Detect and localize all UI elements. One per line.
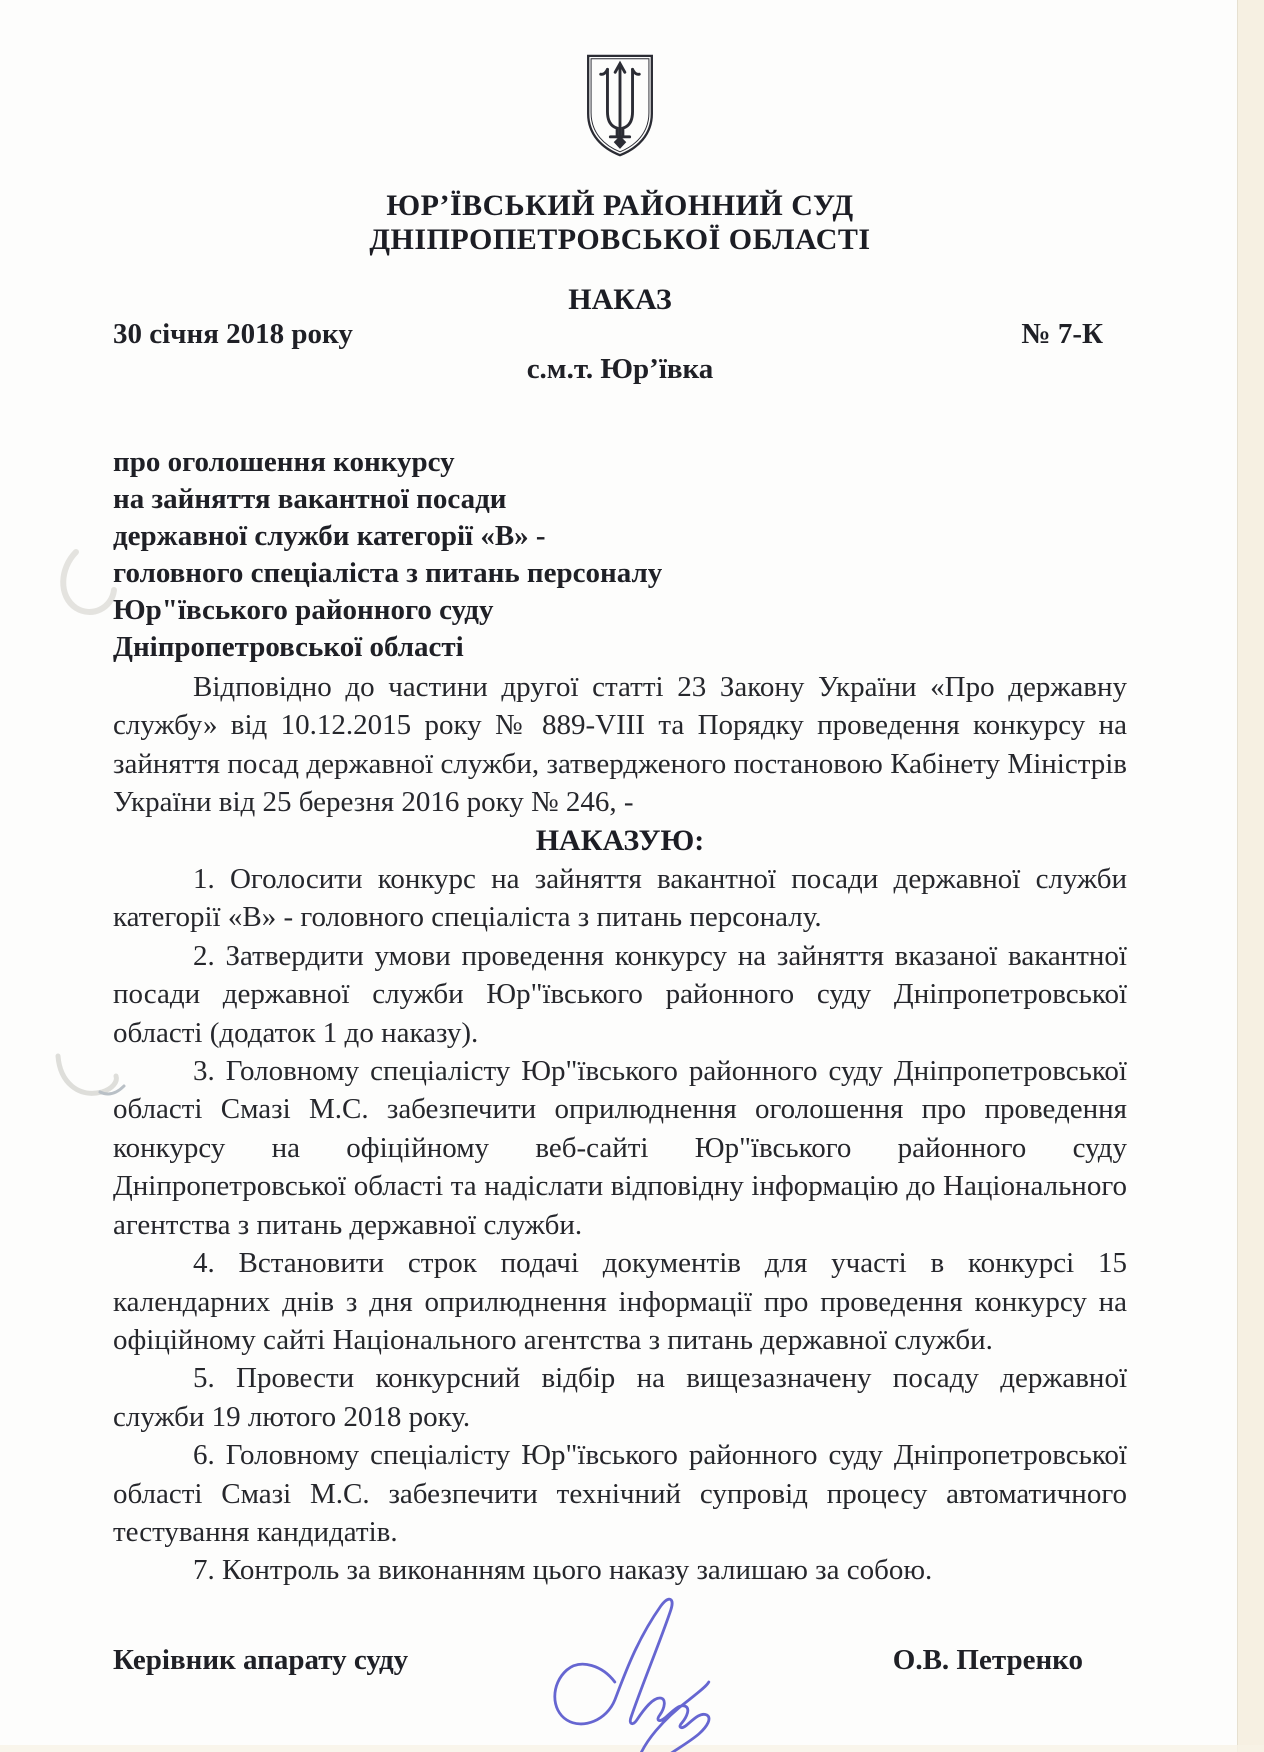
handwritten-signature: [519, 1596, 739, 1752]
order-item-5: 5. Провести конкурсний відбір на вищезазначену посаду державної служби 19 лютого 2018 року.: [113, 1362, 1127, 1433]
subject-line: державної служби категорії «В» -: [113, 520, 546, 552]
order-item-2: 2. Затвердити умови проведення конкурсу на зайняття вказаної вакантної посади державної служби Юр"ївського районного суду Дніпропетровської області (додаток 1 до наказу).: [113, 939, 1127, 1049]
document-place: с.м.т. Юр’ївка: [526, 353, 714, 385]
preamble-paragraph: Відповідно до частини другої статті 23 Закону України «Про державну службу» від 10.12.2015 року № 889-VIII та Порядку проведення конкурсу на зайняття посад державної служби, затвердженого постановою Кабінету Міністрів України від 25 березня 2016 року № 246, -: [113, 671, 1127, 819]
subject-block: [113, 444, 1127, 666]
ukraine-trident-emblem-icon: [581, 52, 659, 160]
emblem-container: [113, 52, 1127, 165]
subject-line: Дніпропетровської області: [113, 631, 464, 663]
order-word: НАКАЗУЮ:: [535, 823, 705, 857]
document-type-title: НАКАЗ: [568, 283, 672, 316]
subject-line: Юр"ївського районного суду: [113, 594, 494, 626]
court-name-line1: ЮР’ЇВСЬКИЙ РАЙОННИЙ СУД: [386, 189, 854, 222]
court-name: [113, 189, 1127, 257]
signer-name: О.В. Петренко: [892, 1643, 1083, 1676]
subject-line: головного спеціаліста з питань персоналу: [113, 557, 663, 589]
date-number-row: [113, 318, 1127, 351]
subject-line: про оголошення конкурсу: [113, 446, 455, 478]
document-content: [113, 0, 1127, 1678]
court-name-line2: ДНІПРОПЕТРОВСЬКОЇ ОБЛАСТІ: [369, 223, 871, 256]
order-item-7: 7. Контроль за виконанням цього наказу залишаю за собою.: [193, 1554, 933, 1587]
scan-edge-artifact: [1237, 0, 1264, 1752]
subject-line: на зайняття вакантної посади: [113, 483, 507, 515]
signature-row: [113, 1642, 1127, 1678]
order-item-3: 3. Головному спеціалісту Юр"ївського районного суду Дніпропетровської області Смазі М.С. забезпечити оприлюднення оголошення про проведення конкурсу на офіційному веб-сайті Юр"ївського районного суду Дніпропетровської області та надіслати відповідну інформацію до Національного агентства з питань державної служби.: [113, 1055, 1127, 1241]
signer-position: Керівник апарату суду: [113, 1643, 409, 1676]
order-item-4: 4. Встановити строк подачі документів для участі в конкурсі 15 календарних днів з дня оприлюднення інформації про проведення конкурсу на офіційному сайті Національного агентства з питань державної служби.: [113, 1247, 1127, 1356]
document-number: № 7-К: [1021, 318, 1103, 350]
order-item-1: 1. Оголосити конкурс на зайняття вакантної посади державної служби категорії «В» - головного спеціаліста з питань персоналу.: [113, 863, 1127, 934]
document-date: 30 січня 2018 року: [113, 318, 353, 350]
order-item-6: 6. Головному спеціалісту Юр"ївського районного суду Дніпропетровської області Смазі М.С. забезпечити технічний супровід процесу автоматичного тестування кандидатів.: [113, 1439, 1127, 1548]
